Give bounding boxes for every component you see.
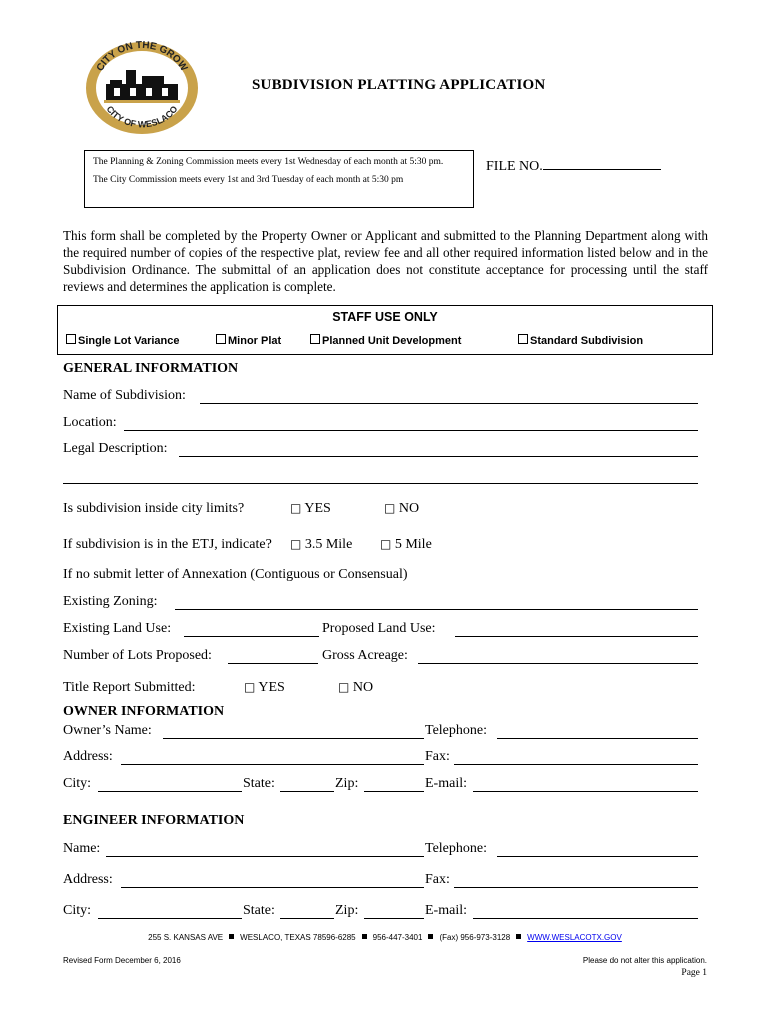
file-no-line[interactable] <box>543 157 661 170</box>
logo-bottom-text: CITY OF WESLACO <box>104 103 180 130</box>
staff-opt-standard[interactable]: Standard Subdivision <box>518 334 643 347</box>
engineer-city-field[interactable] <box>98 918 242 919</box>
legal-description-field[interactable] <box>179 456 698 457</box>
owner-address-label: Address: <box>63 749 113 764</box>
existing-zoning-field[interactable] <box>175 609 698 610</box>
owner-city-label: City: <box>63 776 92 791</box>
title-report-no[interactable]: □ NO <box>338 680 374 695</box>
meeting-line-cc: The City Commission meets every 1st and 3rd Tuesday of each month at 5:30 pm <box>93 175 404 185</box>
intro-paragraph: This form shall be completed by the Property Owner or Applicant and submitted to the Planning Department along with the required number of copies of the respective plat, review fee and all other required information listed below and in the Subdivision Ordinance. The submittal of an application does not constitute acceptance for processing until the staff reviews and determines the application is complete. <box>63 228 708 294</box>
logo-top-text: CITY ON THE GROW <box>94 40 190 74</box>
subdivision-name-field[interactable] <box>200 403 698 404</box>
existing-land-use-label: Existing Land Use: <box>63 621 172 636</box>
location-label: Location: <box>63 415 117 430</box>
owner-info-heading: OWNER INFORMATION <box>63 704 225 719</box>
annexation-note: If no submit letter of Annexation (Contiguous or Consensual) <box>63 567 408 582</box>
bullet-square-icon <box>428 934 433 939</box>
engineer-zip-field[interactable] <box>364 918 424 919</box>
page-number: Page 1 <box>681 968 707 978</box>
staff-opt-pud[interactable]: Planned Unit Development <box>310 334 461 347</box>
proposed-land-use-field[interactable] <box>455 636 698 637</box>
owner-zip-label: Zip: <box>335 776 359 791</box>
engineer-telephone-label: Telephone: <box>425 841 487 856</box>
owner-fax-field[interactable] <box>454 764 698 765</box>
owner-city-field[interactable] <box>98 791 242 792</box>
etj-label: If subdivision is in the ETJ, indicate? <box>63 537 272 552</box>
inside-city-label: Is subdivision inside city limits? <box>63 501 245 516</box>
proposed-land-use-label: Proposed Land Use: <box>322 621 436 636</box>
checkbox-icon[interactable] <box>518 334 528 344</box>
inside-city-no[interactable]: □ NO <box>384 501 420 516</box>
engineer-name-field[interactable] <box>106 856 424 857</box>
owner-state-field[interactable] <box>280 791 334 792</box>
engineer-city-label: City: <box>63 903 92 918</box>
etj-5-mile[interactable]: □ 5 Mile <box>380 537 432 552</box>
checkbox-icon[interactable]: □ <box>384 501 396 515</box>
footer-street: 255 S. KANSAS AVE <box>148 933 224 942</box>
owner-name-label: Owner’s Name: <box>63 723 152 738</box>
etj-3-5-mile[interactable]: □ 3.5 Mile <box>290 537 353 552</box>
owner-telephone-field[interactable] <box>497 738 698 739</box>
checkbox-icon[interactable]: □ <box>244 680 256 694</box>
engineer-fax-field[interactable] <box>454 887 698 888</box>
checkbox-icon[interactable] <box>66 334 76 344</box>
gross-acreage-field[interactable] <box>418 663 698 664</box>
engineer-email-field[interactable] <box>473 918 698 919</box>
engineer-address-field[interactable] <box>121 887 424 888</box>
bullet-square-icon <box>229 934 234 939</box>
owner-name-field[interactable] <box>163 738 424 739</box>
owner-email-field[interactable] <box>473 791 698 792</box>
checkbox-icon[interactable]: □ <box>290 537 302 551</box>
subdivision-name-label: Name of Subdivision: <box>63 388 186 403</box>
checkbox-icon[interactable]: □ <box>338 680 350 694</box>
footer-city: WESLACO, TEXAS 78596-6285 <box>240 933 356 942</box>
bullet-square-icon <box>362 934 367 939</box>
city-seal-logo <box>80 40 204 136</box>
footer-website-link[interactable]: WWW.WESLACOTX.GOV <box>527 933 622 942</box>
engineer-info-heading: ENGINEER INFORMATION <box>63 813 245 828</box>
engineer-telephone-field[interactable] <box>497 856 698 857</box>
owner-email-label: E-mail: <box>425 776 467 791</box>
legal-description-field-2[interactable] <box>63 483 698 484</box>
checkbox-icon[interactable]: □ <box>380 537 392 551</box>
meeting-line-pz: The Planning & Zoning Commission meets every 1st Wednesday of each month at 5:30 pm. <box>93 157 444 167</box>
footer-address-line <box>0 933 770 942</box>
title-report-yes[interactable]: □ YES <box>244 680 285 695</box>
owner-telephone-label: Telephone: <box>425 723 487 738</box>
owner-zip-field[interactable] <box>364 791 424 792</box>
existing-zoning-label: Existing Zoning: <box>63 594 158 609</box>
footer-phone: 956-447-3401 <box>372 933 423 942</box>
legal-description-label: Legal Description: <box>63 441 168 456</box>
page-title: SUBDIVISION PLATTING APPLICATION <box>252 77 546 93</box>
revised-date: Revised Form December 6, 2016 <box>63 956 181 965</box>
owner-fax-label: Fax: <box>425 749 450 764</box>
lots-proposed-label: Number of Lots Proposed: <box>63 648 212 663</box>
engineer-address-label: Address: <box>63 872 113 887</box>
engineer-name-label: Name: <box>63 841 101 856</box>
meeting-schedule-box <box>84 150 474 208</box>
checkbox-icon[interactable]: □ <box>290 501 302 515</box>
engineer-email-label: E-mail: <box>425 903 467 918</box>
file-no-label: FILE NO. <box>486 159 543 174</box>
staff-opt-minor-plat[interactable]: Minor Plat <box>216 334 281 347</box>
file-no-field <box>486 157 661 175</box>
do-not-alter-notice: Please do not alter this application. <box>582 956 707 965</box>
general-info-heading: GENERAL INFORMATION <box>63 361 239 376</box>
bullet-square-icon <box>516 934 521 939</box>
owner-state-label: State: <box>243 776 275 791</box>
staff-use-title: STAFF USE ONLY <box>332 310 438 324</box>
staff-use-box <box>57 305 713 355</box>
footer-fax: (Fax) 956-973-3128 <box>439 933 511 942</box>
engineer-zip-label: Zip: <box>335 903 359 918</box>
engineer-fax-label: Fax: <box>425 872 450 887</box>
location-field[interactable] <box>124 430 698 431</box>
owner-address-field[interactable] <box>121 764 424 765</box>
existing-land-use-field[interactable] <box>184 636 319 637</box>
inside-city-yes[interactable]: □ YES <box>290 501 331 516</box>
checkbox-icon[interactable] <box>216 334 226 344</box>
engineer-state-field[interactable] <box>280 918 334 919</box>
gross-acreage-label: Gross Acreage: <box>322 648 408 663</box>
engineer-state-label: State: <box>243 903 275 918</box>
staff-opt-single-lot[interactable]: Single Lot Variance <box>66 334 179 347</box>
lots-proposed-field[interactable] <box>228 663 318 664</box>
title-report-label: Title Report Submitted: <box>63 680 196 695</box>
checkbox-icon[interactable] <box>310 334 320 344</box>
